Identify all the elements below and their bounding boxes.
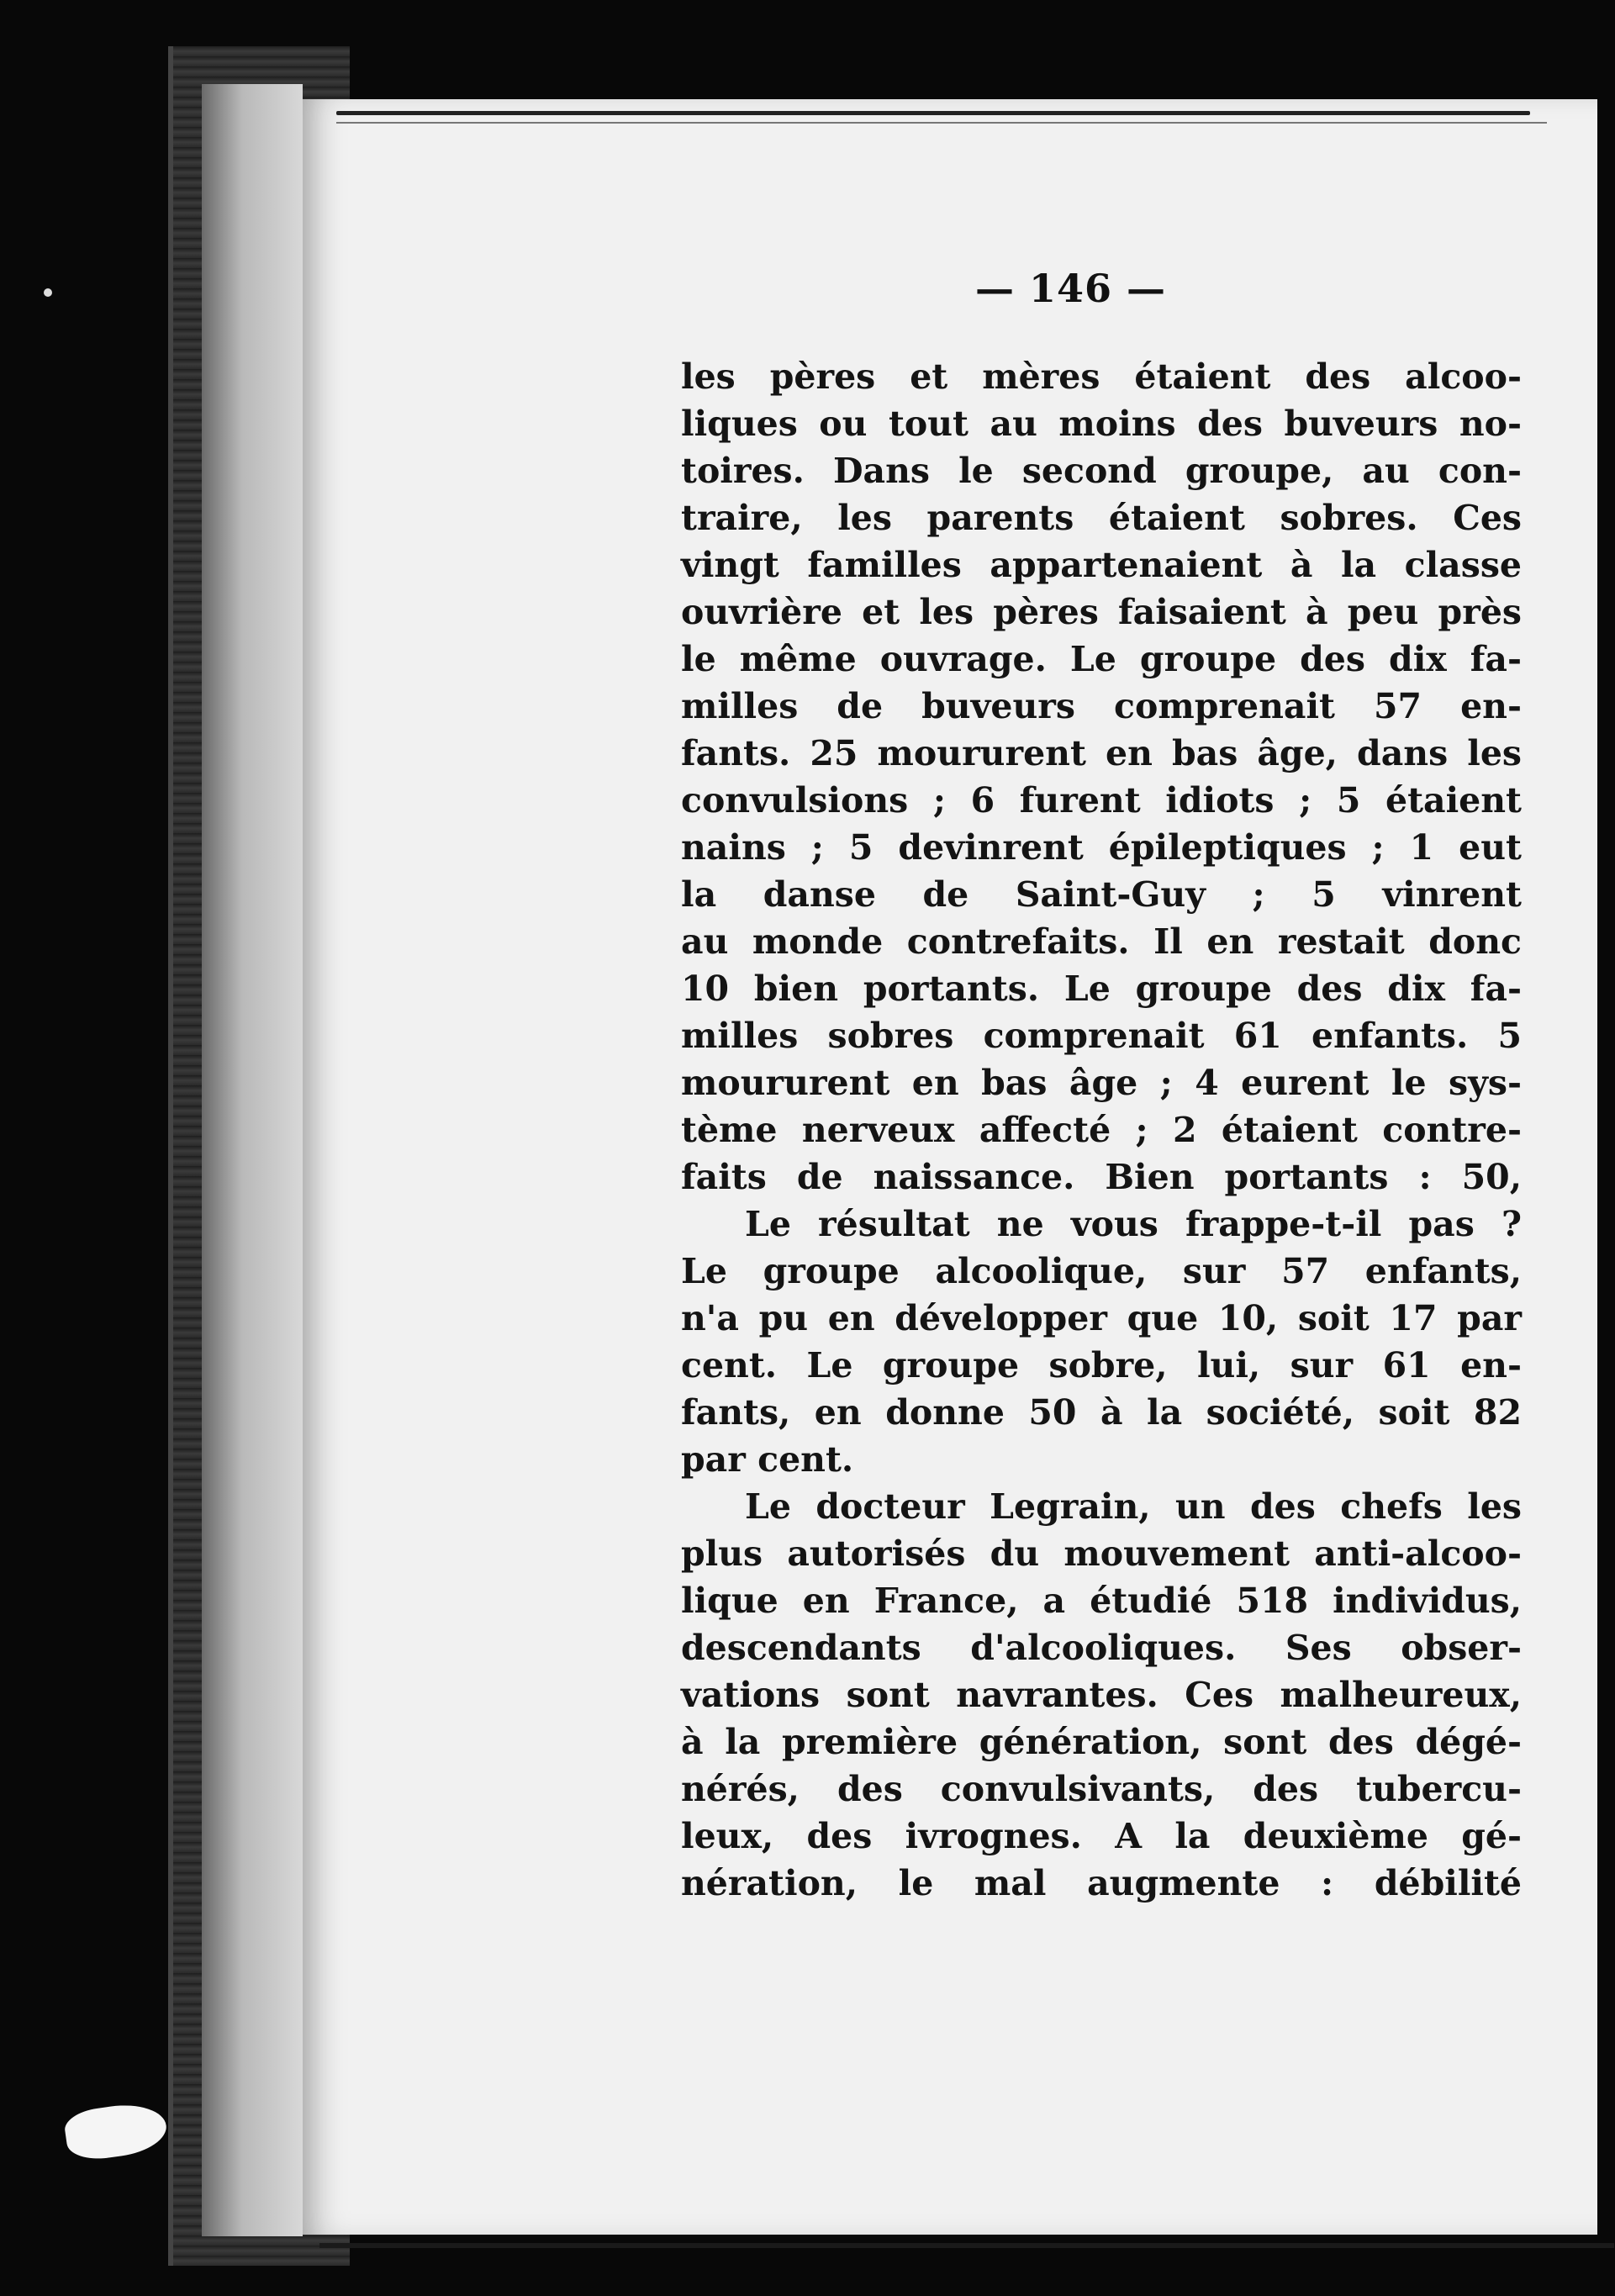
- text-line: fants. 25 moururent en bas âge, dans les: [681, 733, 1522, 773]
- text-line: toires. Dans le second groupe, au con-: [681, 451, 1522, 491]
- text-line: convulsions ; 6 furent idiots ; 5 étaient: [681, 780, 1522, 821]
- text-line: cent. Le groupe sobre, lui, sur 61 en-: [681, 1345, 1522, 1386]
- text-line: 10 bien portants. Le groupe des dix fa-: [681, 969, 1522, 1009]
- text-line: vations sont navrantes. Ces malheureux,: [681, 1675, 1522, 1715]
- text-line: Le docteur Legrain, un des chefs les: [745, 1486, 1522, 1527]
- text-line: moururent en bas âge ; 4 eurent le sys-: [681, 1063, 1522, 1103]
- text-line: ouvrière et les pères faisaient à peu près: [681, 592, 1522, 632]
- text-line: leux, des ivrognes. A la deuxième gé-: [681, 1816, 1522, 1856]
- text-line: traire, les parents étaient sobres. Ces: [681, 498, 1522, 538]
- text-line: nains ; 5 devinrent épileptiques ; 1 eut: [681, 827, 1522, 868]
- page-top-edge: [336, 111, 1530, 115]
- page-bottom-edge: [319, 2243, 1614, 2248]
- text-line: lique en France, a étudié 518 individus,: [681, 1581, 1522, 1621]
- text-line: faits de naissance. Bien portants : 50,: [681, 1157, 1522, 1197]
- page-edges: [202, 84, 303, 2236]
- text-line: nérés, des convulsivants, des tubercu-: [681, 1769, 1522, 1809]
- text-line: le même ouvrage. Le groupe des dix fa-: [681, 639, 1522, 679]
- text-line: n'a pu en développer que 10, soit 17 par: [681, 1298, 1522, 1338]
- text-line: descendants d'alcooliques. Ses obser-: [681, 1628, 1522, 1668]
- text-line: milles sobres comprenait 61 enfants. 5: [681, 1016, 1522, 1056]
- text-line: la danse de Saint-Guy ; 5 vinrent: [681, 874, 1522, 915]
- page-top-edge-shadow: [336, 122, 1547, 124]
- text-line: plus autorisés du mouvement anti-alcoo-: [681, 1533, 1522, 1574]
- text-line: par cent.: [681, 1439, 854, 1480]
- text-line: milles de buveurs comprenait 57 en-: [681, 686, 1522, 726]
- text-line: liques ou tout au moins des buveurs no-: [681, 404, 1522, 444]
- text-line: Le résultat ne vous frappe-t-il pas ?: [745, 1204, 1522, 1244]
- text-line: nération, le mal augmente : débilité: [681, 1863, 1522, 1903]
- text-line: tème nerveux affecté ; 2 étaient contre-: [681, 1110, 1522, 1150]
- text-line: Le groupe alcoolique, sur 57 enfants,: [681, 1251, 1522, 1291]
- body-text: [681, 353, 1522, 1907]
- text-line: à la première génération, sont des dégé-: [681, 1722, 1522, 1762]
- text-line: vingt familles appartenaient à la classe: [681, 545, 1522, 585]
- page-number: — 146 —: [975, 266, 1167, 311]
- scan-speck: [44, 288, 52, 297]
- text-line: au monde contrefaits. Il en restait donc: [681, 921, 1522, 962]
- text-line: fants, en donne 50 à la société, soit 82: [681, 1392, 1522, 1433]
- text-line: les pères et mères étaient des alcoo-: [681, 356, 1522, 397]
